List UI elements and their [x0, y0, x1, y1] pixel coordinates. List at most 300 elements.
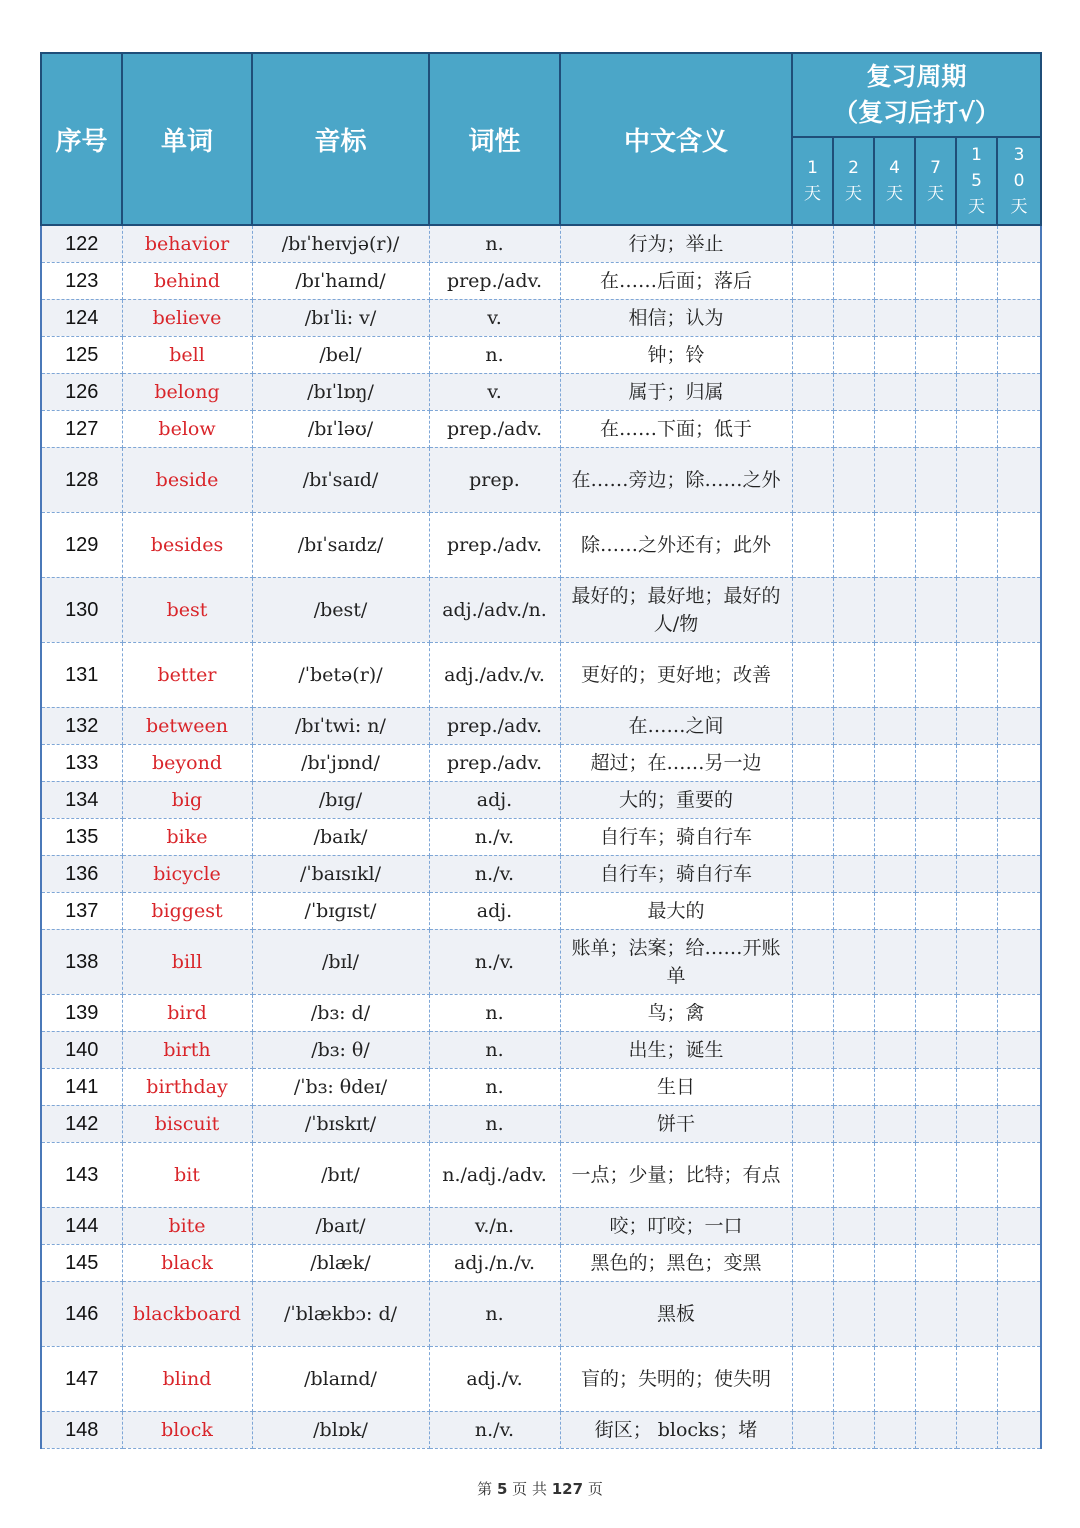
row-index: 141 — [41, 1068, 122, 1105]
row-index: 132 — [41, 707, 122, 744]
row-index: 148 — [41, 1411, 122, 1448]
review-checkbox-cell[interactable] — [915, 262, 956, 299]
review-checkbox-cell[interactable] — [792, 781, 833, 818]
review-checkbox-cell[interactable] — [956, 855, 997, 892]
row-part-of-speech: adj. — [429, 781, 560, 818]
review-checkbox-cell[interactable] — [997, 512, 1041, 577]
review-checkbox-cell[interactable] — [792, 1031, 833, 1068]
review-checkbox-cell[interactable] — [997, 225, 1041, 262]
row-word: birthday — [122, 1068, 252, 1105]
review-checkbox-cell[interactable] — [833, 410, 874, 447]
review-checkbox-cell[interactable] — [792, 818, 833, 855]
review-checkbox-cell[interactable] — [997, 1244, 1041, 1281]
review-checkbox-cell[interactable] — [833, 744, 874, 781]
row-word: biscuit — [122, 1105, 252, 1142]
review-checkbox-cell[interactable] — [874, 1281, 915, 1346]
review-checkbox-cell[interactable] — [997, 577, 1041, 642]
row-chinese-meaning: 在……之间 — [560, 707, 792, 744]
header-index: 序号 — [41, 53, 122, 225]
review-checkbox-cell[interactable] — [833, 299, 874, 336]
review-checkbox-cell[interactable] — [833, 929, 874, 994]
review-checkbox-cell[interactable] — [833, 512, 874, 577]
review-checkbox-cell[interactable] — [833, 855, 874, 892]
review-checkbox-cell[interactable] — [874, 1244, 915, 1281]
row-index: 134 — [41, 781, 122, 818]
row-part-of-speech: n. — [429, 225, 560, 262]
review-checkbox-cell[interactable] — [792, 994, 833, 1031]
row-phonetic: /ˈbɜ: θdeɪ/ — [252, 1068, 429, 1105]
review-checkbox-cell[interactable] — [956, 1105, 997, 1142]
row-word: beside — [122, 447, 252, 512]
table-row — [41, 577, 1041, 642]
review-checkbox-cell[interactable] — [915, 1068, 956, 1105]
row-chinese-meaning: 钟；铃 — [560, 336, 792, 373]
review-checkbox-cell[interactable] — [915, 1281, 956, 1346]
review-checkbox-cell[interactable] — [792, 299, 833, 336]
review-checkbox-cell[interactable] — [915, 781, 956, 818]
row-chinese-meaning: 除……之外还有；此外 — [560, 512, 792, 577]
row-phonetic: /best/ — [252, 577, 429, 642]
review-checkbox-cell[interactable] — [956, 707, 997, 744]
row-word: between — [122, 707, 252, 744]
review-checkbox-cell[interactable] — [874, 410, 915, 447]
row-part-of-speech: prep./adv. — [429, 262, 560, 299]
row-part-of-speech: n. — [429, 1068, 560, 1105]
review-checkbox-cell[interactable] — [874, 781, 915, 818]
table-row — [41, 781, 1041, 818]
review-checkbox-cell[interactable] — [833, 642, 874, 707]
table-row — [41, 818, 1041, 855]
review-checkbox-cell[interactable] — [956, 512, 997, 577]
review-checkbox-cell[interactable] — [956, 262, 997, 299]
review-checkbox-cell[interactable] — [997, 447, 1041, 512]
review-checkbox-cell[interactable] — [915, 512, 956, 577]
review-checkbox-cell[interactable] — [915, 299, 956, 336]
row-word: best — [122, 577, 252, 642]
row-part-of-speech: n./v. — [429, 818, 560, 855]
review-checkbox-cell[interactable] — [833, 1207, 874, 1244]
review-checkbox-cell[interactable] — [833, 994, 874, 1031]
header-day-2: 2 天 — [833, 137, 874, 225]
row-word: bell — [122, 336, 252, 373]
table-row — [41, 410, 1041, 447]
row-part-of-speech: n. — [429, 336, 560, 373]
review-checkbox-cell[interactable] — [833, 225, 874, 262]
review-checkbox-cell[interactable] — [792, 1105, 833, 1142]
row-part-of-speech: n./v. — [429, 855, 560, 892]
table-row — [41, 1105, 1041, 1142]
review-checkbox-cell[interactable] — [997, 994, 1041, 1031]
row-part-of-speech: adj. — [429, 892, 560, 929]
row-phonetic: /bɪˈsaɪd/ — [252, 447, 429, 512]
row-index: 146 — [41, 1281, 122, 1346]
table-row — [41, 1142, 1041, 1207]
review-checkbox-cell[interactable] — [915, 1411, 956, 1448]
row-chinese-meaning: 街区； blocks；堵 — [560, 1411, 792, 1448]
review-checkbox-cell[interactable] — [792, 1281, 833, 1346]
review-checkbox-cell[interactable] — [833, 1281, 874, 1346]
table-row — [41, 225, 1041, 262]
review-checkbox-cell[interactable] — [997, 707, 1041, 744]
review-checkbox-cell[interactable] — [874, 225, 915, 262]
row-phonetic: /ˈbɪɡɪst/ — [252, 892, 429, 929]
review-checkbox-cell[interactable] — [915, 577, 956, 642]
review-checkbox-cell[interactable] — [915, 336, 956, 373]
row-phonetic: /baɪt/ — [252, 1207, 429, 1244]
review-checkbox-cell[interactable] — [874, 262, 915, 299]
review-checkbox-cell[interactable] — [956, 225, 997, 262]
review-checkbox-cell[interactable] — [833, 336, 874, 373]
row-part-of-speech: prep./adv. — [429, 707, 560, 744]
row-word: bite — [122, 1207, 252, 1244]
review-checkbox-cell[interactable] — [997, 781, 1041, 818]
review-checkbox-cell[interactable] — [997, 892, 1041, 929]
row-part-of-speech: adj./adv./v. — [429, 642, 560, 707]
review-checkbox-cell[interactable] — [792, 262, 833, 299]
row-chinese-meaning: 饼干 — [560, 1105, 792, 1142]
row-part-of-speech: n. — [429, 1105, 560, 1142]
review-checkbox-cell[interactable] — [915, 1105, 956, 1142]
review-checkbox-cell[interactable] — [833, 447, 874, 512]
review-checkbox-cell[interactable] — [956, 577, 997, 642]
table-row — [41, 892, 1041, 929]
review-checkbox-cell[interactable] — [874, 1068, 915, 1105]
review-checkbox-cell[interactable] — [874, 1411, 915, 1448]
page-footer: 第 5 页 共 127 页 — [477, 1480, 603, 1498]
review-checkbox-cell[interactable] — [874, 855, 915, 892]
review-checkbox-cell[interactable] — [915, 1142, 956, 1207]
review-checkbox-cell[interactable] — [997, 1281, 1041, 1346]
review-checkbox-cell[interactable] — [792, 1411, 833, 1448]
review-checkbox-cell[interactable] — [997, 1346, 1041, 1411]
row-chinese-meaning: 在……下面；低于 — [560, 410, 792, 447]
review-checkbox-cell[interactable] — [792, 1244, 833, 1281]
row-chinese-meaning: 自行车；骑自行车 — [560, 818, 792, 855]
row-part-of-speech: n./adj./adv. — [429, 1142, 560, 1207]
table-row — [41, 929, 1041, 994]
current-page: 5 — [496, 1480, 508, 1498]
table-row — [41, 994, 1041, 1031]
review-checkbox-cell[interactable] — [833, 1031, 874, 1068]
row-phonetic: /ˈbaɪsɪkl/ — [252, 855, 429, 892]
row-chinese-meaning: 出生；诞生 — [560, 1031, 792, 1068]
table-row — [41, 1244, 1041, 1281]
review-checkbox-cell[interactable] — [833, 262, 874, 299]
review-checkbox-cell[interactable] — [956, 1244, 997, 1281]
row-index: 124 — [41, 299, 122, 336]
review-checkbox-cell[interactable] — [997, 642, 1041, 707]
table-row — [41, 262, 1041, 299]
row-chinese-meaning: 大的；重要的 — [560, 781, 792, 818]
review-checkbox-cell[interactable] — [915, 447, 956, 512]
review-checkbox-cell[interactable] — [792, 577, 833, 642]
row-chinese-meaning: 黑色的；黑色；变黑 — [560, 1244, 792, 1281]
review-checkbox-cell[interactable] — [792, 855, 833, 892]
review-checkbox-cell[interactable] — [874, 818, 915, 855]
row-index: 140 — [41, 1031, 122, 1068]
row-word: block — [122, 1411, 252, 1448]
review-checkbox-cell[interactable] — [833, 818, 874, 855]
table-row — [41, 744, 1041, 781]
review-checkbox-cell[interactable] — [915, 892, 956, 929]
review-checkbox-cell[interactable] — [792, 373, 833, 410]
row-chinese-meaning: 超过；在……另一边 — [560, 744, 792, 781]
row-index: 139 — [41, 994, 122, 1031]
row-phonetic: /blæk/ — [252, 1244, 429, 1281]
row-chinese-meaning: 账单；法案；给……开账单 — [560, 929, 792, 994]
review-checkbox-cell[interactable] — [874, 447, 915, 512]
header-day-4: 4 天 — [874, 137, 915, 225]
row-word: bit — [122, 1142, 252, 1207]
review-checkbox-cell[interactable] — [997, 744, 1041, 781]
row-chinese-meaning: 生日 — [560, 1068, 792, 1105]
review-checkbox-cell[interactable] — [833, 1142, 874, 1207]
row-index: 136 — [41, 855, 122, 892]
row-part-of-speech: v./n. — [429, 1207, 560, 1244]
review-checkbox-cell[interactable] — [915, 225, 956, 262]
review-checkbox-cell[interactable] — [833, 707, 874, 744]
header-day-15: 1 5 天 — [956, 137, 997, 225]
review-checkbox-cell[interactable] — [792, 410, 833, 447]
row-part-of-speech: n./v. — [429, 1411, 560, 1448]
review-checkbox-cell[interactable] — [997, 929, 1041, 994]
row-word: better — [122, 642, 252, 707]
review-cycle-note: （复习后打√） — [833, 98, 1000, 127]
review-checkbox-cell[interactable] — [792, 1346, 833, 1411]
header-day-30: 3 0 天 — [997, 137, 1041, 225]
review-checkbox-cell[interactable] — [792, 744, 833, 781]
row-phonetic: /bɪˈheɪvjə(r)/ — [252, 225, 429, 262]
row-word: bird — [122, 994, 252, 1031]
row-chinese-meaning: 自行车；骑自行车 — [560, 855, 792, 892]
row-chinese-meaning: 最大的 — [560, 892, 792, 929]
row-phonetic: /baɪk/ — [252, 818, 429, 855]
review-checkbox-cell[interactable] — [997, 336, 1041, 373]
review-checkbox-cell[interactable] — [874, 1142, 915, 1207]
row-part-of-speech: adj./v. — [429, 1346, 560, 1411]
review-checkbox-cell[interactable] — [997, 1207, 1041, 1244]
review-checkbox-cell[interactable] — [956, 642, 997, 707]
review-checkbox-cell[interactable] — [997, 1411, 1041, 1448]
review-checkbox-cell[interactable] — [874, 707, 915, 744]
review-checkbox-cell[interactable] — [997, 818, 1041, 855]
review-checkbox-cell[interactable] — [956, 1068, 997, 1105]
review-checkbox-cell[interactable] — [997, 262, 1041, 299]
review-checkbox-cell[interactable] — [915, 929, 956, 994]
review-checkbox-cell[interactable] — [915, 744, 956, 781]
review-checkbox-cell[interactable] — [956, 447, 997, 512]
review-checkbox-cell[interactable] — [874, 929, 915, 994]
review-checkbox-cell[interactable] — [792, 707, 833, 744]
review-checkbox-cell[interactable] — [956, 336, 997, 373]
row-part-of-speech: n./v. — [429, 929, 560, 994]
review-checkbox-cell[interactable] — [915, 818, 956, 855]
review-checkbox-cell[interactable] — [792, 447, 833, 512]
header-phonetic: 音标 — [252, 53, 429, 225]
review-checkbox-cell[interactable] — [833, 1068, 874, 1105]
review-checkbox-cell[interactable] — [792, 336, 833, 373]
review-checkbox-cell[interactable] — [956, 1142, 997, 1207]
review-checkbox-cell[interactable] — [874, 892, 915, 929]
review-checkbox-cell[interactable] — [997, 373, 1041, 410]
review-checkbox-cell[interactable] — [792, 1207, 833, 1244]
row-word: big — [122, 781, 252, 818]
review-checkbox-cell[interactable] — [915, 994, 956, 1031]
review-checkbox-cell[interactable] — [997, 1031, 1041, 1068]
review-checkbox-cell[interactable] — [792, 892, 833, 929]
row-index: 126 — [41, 373, 122, 410]
review-checkbox-cell[interactable] — [997, 1068, 1041, 1105]
row-part-of-speech: prep./adv. — [429, 512, 560, 577]
review-checkbox-cell[interactable] — [915, 855, 956, 892]
header-day-1: 1 天 — [792, 137, 833, 225]
review-checkbox-cell[interactable] — [874, 1346, 915, 1411]
review-checkbox-cell[interactable] — [915, 373, 956, 410]
row-phonetic: /bɪɡ/ — [252, 781, 429, 818]
row-part-of-speech: adj./n./v. — [429, 1244, 560, 1281]
review-checkbox-cell[interactable] — [874, 1105, 915, 1142]
review-checkbox-cell[interactable] — [997, 410, 1041, 447]
review-checkbox-cell[interactable] — [956, 818, 997, 855]
review-checkbox-cell[interactable] — [956, 1281, 997, 1346]
review-checkbox-cell[interactable] — [956, 373, 997, 410]
review-checkbox-cell[interactable] — [915, 1031, 956, 1068]
row-word: belong — [122, 373, 252, 410]
review-checkbox-cell[interactable] — [833, 373, 874, 410]
review-checkbox-cell[interactable] — [792, 642, 833, 707]
review-checkbox-cell[interactable] — [956, 892, 997, 929]
row-chinese-meaning: 在……旁边；除……之外 — [560, 447, 792, 512]
review-checkbox-cell[interactable] — [956, 1346, 997, 1411]
review-checkbox-cell[interactable] — [792, 225, 833, 262]
review-checkbox-cell[interactable] — [833, 781, 874, 818]
row-word: blackboard — [122, 1281, 252, 1346]
review-checkbox-cell[interactable] — [956, 410, 997, 447]
review-checkbox-cell[interactable] — [792, 1142, 833, 1207]
row-phonetic: /bɜ: θ/ — [252, 1031, 429, 1068]
row-index: 128 — [41, 447, 122, 512]
review-checkbox-cell[interactable] — [915, 1244, 956, 1281]
review-checkbox-cell[interactable] — [915, 1207, 956, 1244]
table-row — [41, 1031, 1041, 1068]
table-row — [41, 336, 1041, 373]
row-index: 127 — [41, 410, 122, 447]
row-index: 123 — [41, 262, 122, 299]
review-checkbox-cell[interactable] — [792, 1068, 833, 1105]
review-checkbox-cell[interactable] — [833, 577, 874, 642]
review-checkbox-cell[interactable] — [915, 707, 956, 744]
row-part-of-speech: n. — [429, 994, 560, 1031]
review-checkbox-cell[interactable] — [833, 1346, 874, 1411]
review-checkbox-cell[interactable] — [997, 1142, 1041, 1207]
row-index: 122 — [41, 225, 122, 262]
review-checkbox-cell[interactable] — [874, 336, 915, 373]
review-checkbox-cell[interactable] — [874, 642, 915, 707]
row-phonetic: /bɪˈli: v/ — [252, 299, 429, 336]
review-checkbox-cell[interactable] — [956, 1031, 997, 1068]
row-index: 125 — [41, 336, 122, 373]
row-index: 138 — [41, 929, 122, 994]
row-word: bike — [122, 818, 252, 855]
review-checkbox-cell[interactable] — [997, 855, 1041, 892]
review-checkbox-cell[interactable] — [833, 1411, 874, 1448]
row-word: behavior — [122, 225, 252, 262]
table-row — [41, 1411, 1041, 1448]
row-phonetic: /blɒk/ — [252, 1411, 429, 1448]
review-checkbox-cell[interactable] — [792, 512, 833, 577]
review-checkbox-cell[interactable] — [874, 1207, 915, 1244]
row-word: behind — [122, 262, 252, 299]
review-checkbox-cell[interactable] — [956, 929, 997, 994]
review-checkbox-cell[interactable] — [874, 994, 915, 1031]
review-checkbox-cell[interactable] — [956, 1411, 997, 1448]
row-word: bill — [122, 929, 252, 994]
row-part-of-speech: prep./adv. — [429, 410, 560, 447]
review-checkbox-cell[interactable] — [956, 1207, 997, 1244]
row-phonetic: /bɪt/ — [252, 1142, 429, 1207]
review-checkbox-cell[interactable] — [833, 1244, 874, 1281]
row-index: 130 — [41, 577, 122, 642]
review-checkbox-cell[interactable] — [956, 994, 997, 1031]
row-index: 145 — [41, 1244, 122, 1281]
review-checkbox-cell[interactable] — [915, 1346, 956, 1411]
table-row — [41, 1068, 1041, 1105]
row-word: blind — [122, 1346, 252, 1411]
review-checkbox-cell[interactable] — [997, 299, 1041, 336]
review-checkbox-cell[interactable] — [792, 929, 833, 994]
row-phonetic: /ˈblækbɔ: d/ — [252, 1281, 429, 1346]
header-word: 单词 — [122, 53, 252, 225]
review-checkbox-cell[interactable] — [833, 892, 874, 929]
review-checkbox-cell[interactable] — [874, 299, 915, 336]
review-checkbox-cell[interactable] — [997, 1105, 1041, 1142]
review-checkbox-cell[interactable] — [956, 781, 997, 818]
table-row — [41, 855, 1041, 892]
row-phonetic: /bɪˈlɒŋ/ — [252, 373, 429, 410]
review-checkbox-cell[interactable] — [915, 642, 956, 707]
review-cycle-title: 复习周期 — [866, 62, 967, 91]
row-phonetic: /bɪˈjɒnd/ — [252, 744, 429, 781]
row-chinese-meaning: 咬；叮咬；一口 — [560, 1207, 792, 1244]
row-chinese-meaning: 盲的；失明的；使失明 — [560, 1346, 792, 1411]
total-pages: 127 — [551, 1480, 584, 1498]
review-checkbox-cell[interactable] — [915, 410, 956, 447]
review-checkbox-cell[interactable] — [874, 1031, 915, 1068]
review-checkbox-cell[interactable] — [956, 744, 997, 781]
row-index: 133 — [41, 744, 122, 781]
table-row — [41, 642, 1041, 707]
row-phonetic: /bel/ — [252, 336, 429, 373]
review-checkbox-cell[interactable] — [956, 299, 997, 336]
review-checkbox-cell[interactable] — [874, 577, 915, 642]
row-word: black — [122, 1244, 252, 1281]
row-chinese-meaning: 更好的；更好地；改善 — [560, 642, 792, 707]
row-index: 147 — [41, 1346, 122, 1411]
row-index: 135 — [41, 818, 122, 855]
row-index: 144 — [41, 1207, 122, 1244]
row-word: birth — [122, 1031, 252, 1068]
row-part-of-speech: prep./adv. — [429, 744, 560, 781]
review-checkbox-cell[interactable] — [874, 744, 915, 781]
row-index: 143 — [41, 1142, 122, 1207]
review-checkbox-cell[interactable] — [874, 373, 915, 410]
header-review-cycle — [792, 53, 1041, 137]
review-checkbox-cell[interactable] — [833, 1105, 874, 1142]
table-row — [41, 1346, 1041, 1411]
row-chinese-meaning: 黑板 — [560, 1281, 792, 1346]
row-chinese-meaning: 属于；归属 — [560, 373, 792, 410]
review-checkbox-cell[interactable] — [874, 512, 915, 577]
